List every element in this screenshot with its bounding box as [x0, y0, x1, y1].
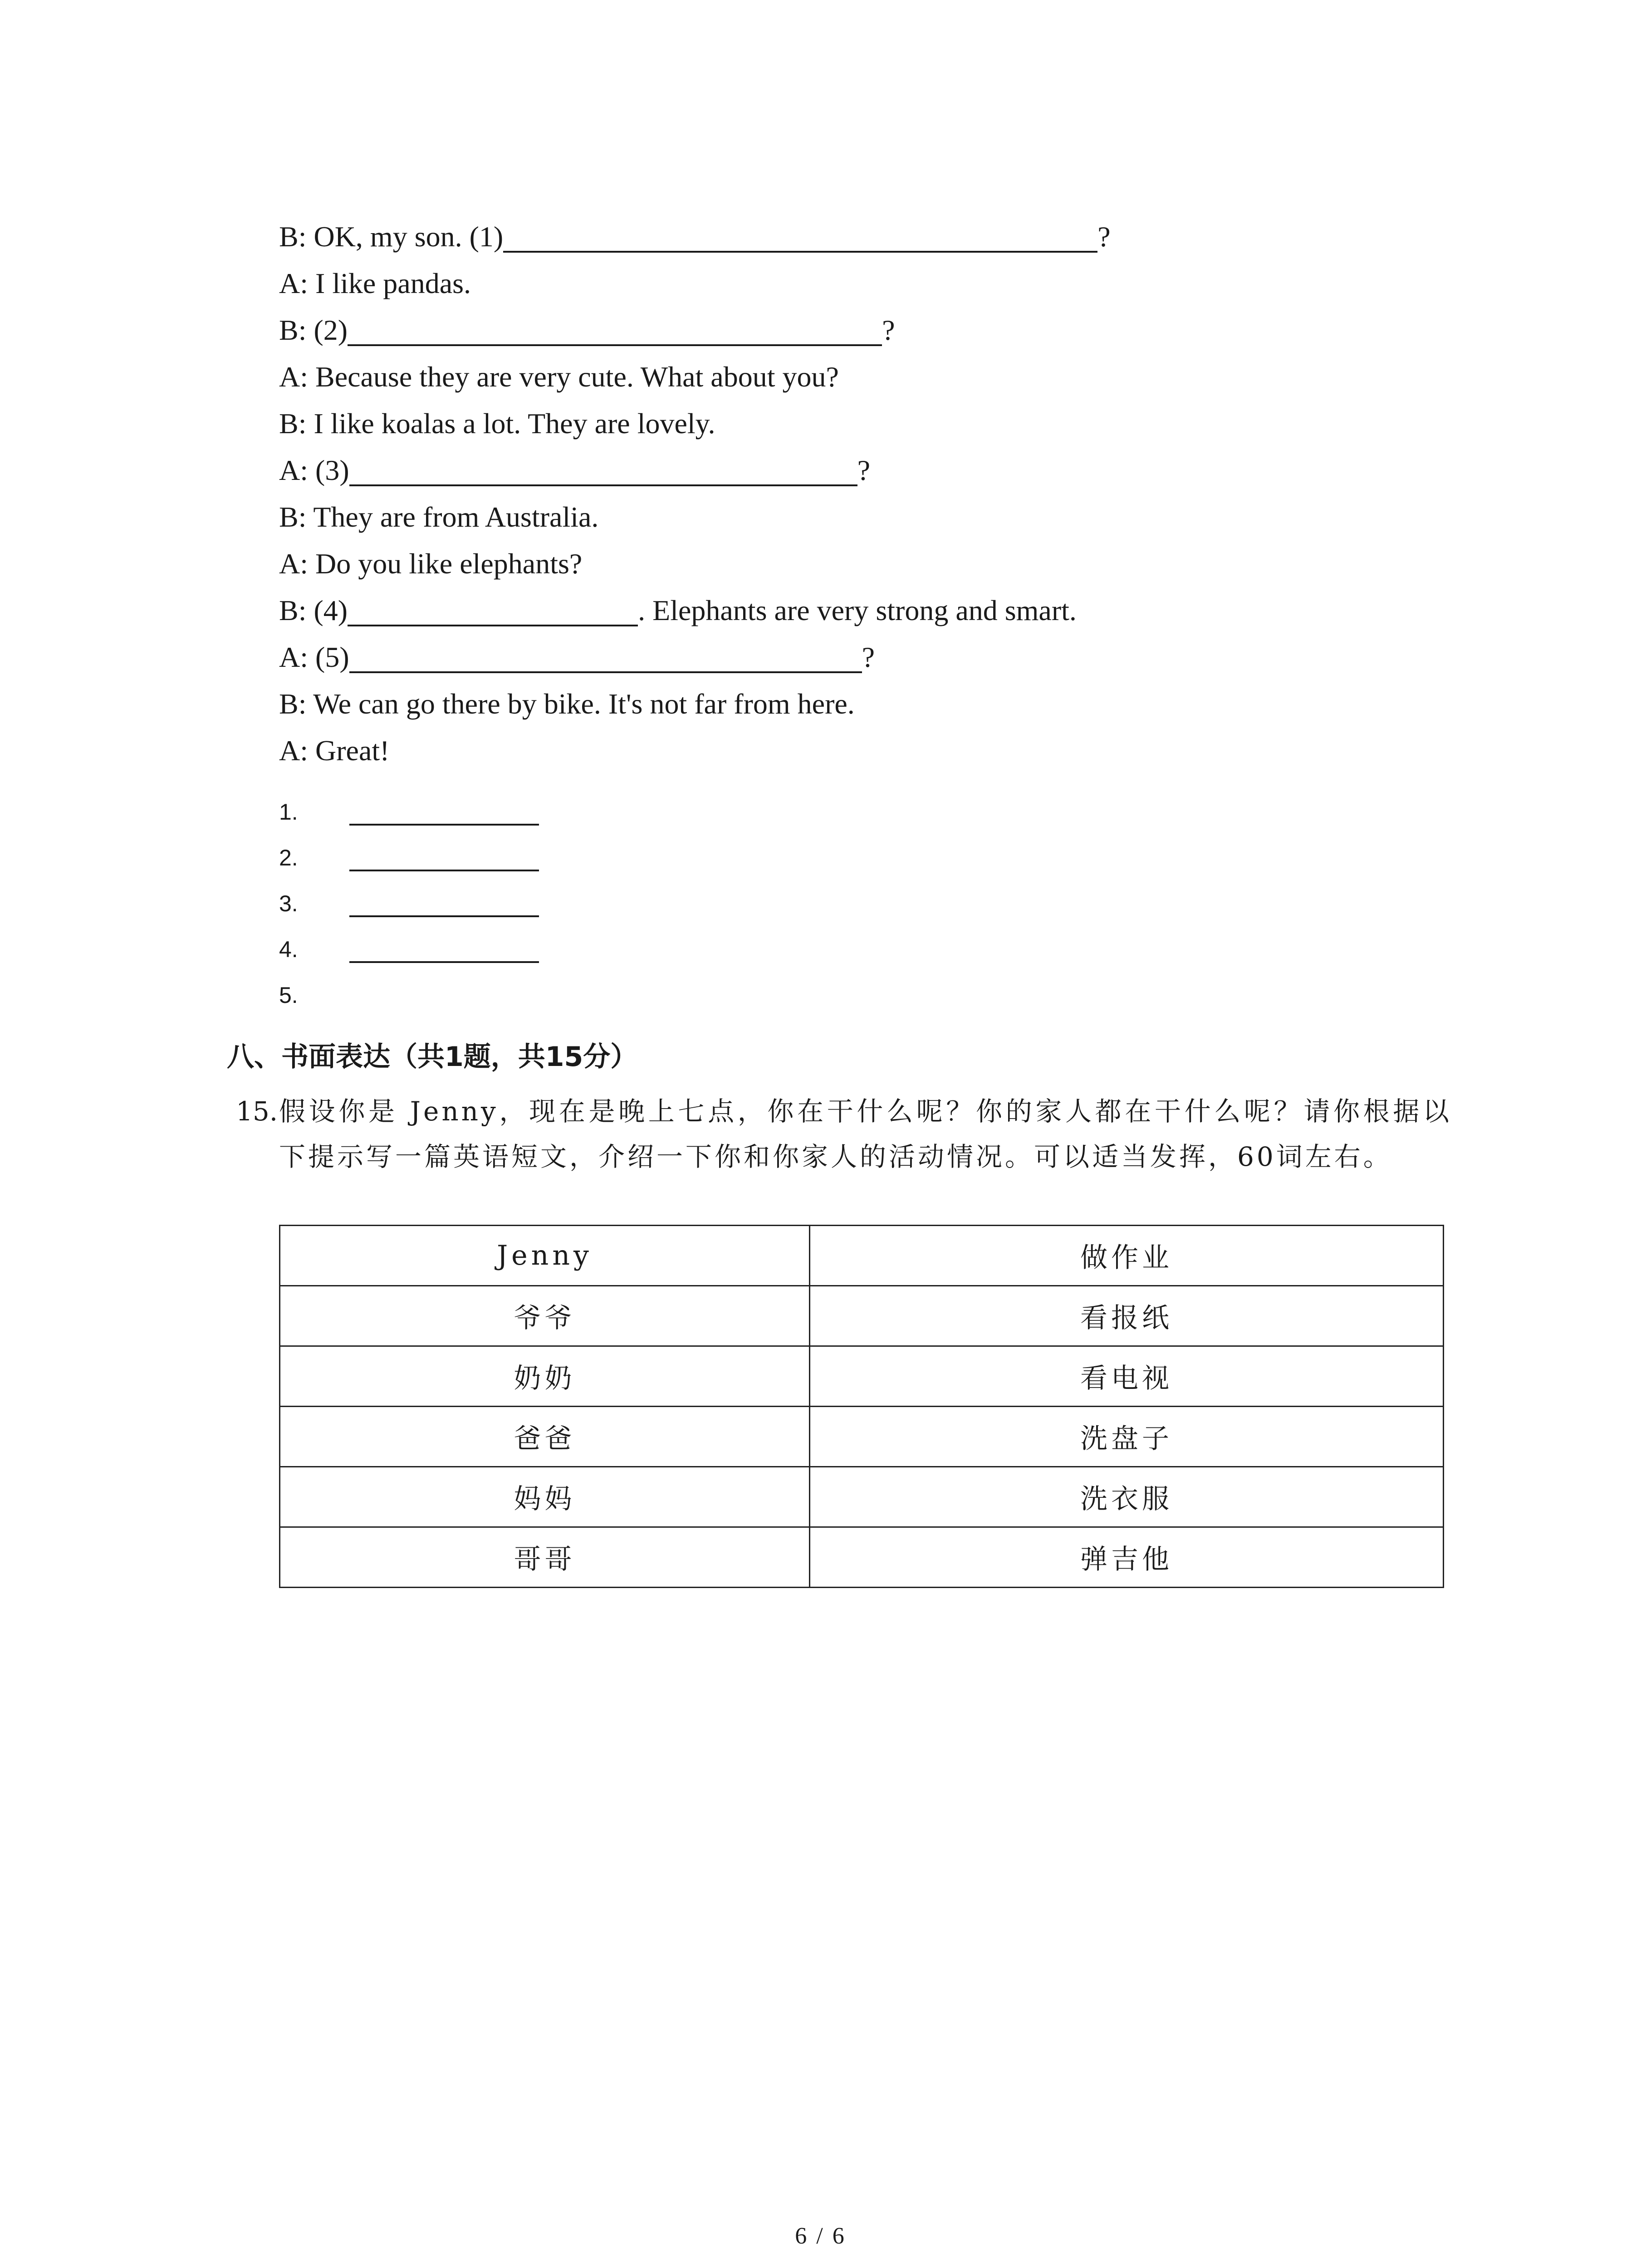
- answer-blank[interactable]: [349, 961, 539, 963]
- answer-blank[interactable]: [348, 593, 638, 626]
- dialogue-line: [279, 494, 1111, 540]
- table-cell-activity: 看电视: [810, 1346, 1444, 1407]
- dialogue-line: [279, 307, 1111, 353]
- answer-number: 4.: [279, 937, 298, 962]
- dialogue-line: [279, 447, 1111, 494]
- table-cell-activity: 看报纸: [810, 1286, 1444, 1346]
- dialogue-text: A: (5): [279, 641, 349, 673]
- dialogue-text: B: I like koalas a lot. They are lovely.: [279, 407, 715, 440]
- answer-line: [279, 927, 347, 973]
- dialogue-text: B: They are from Australia.: [279, 501, 599, 533]
- dialogue-line: [279, 540, 1111, 587]
- writing-question: [236, 1089, 1452, 1179]
- table-cell-person: Jenny: [280, 1226, 810, 1286]
- dialogue-text: B: (4): [279, 594, 348, 626]
- answer-blank[interactable]: [348, 313, 882, 346]
- table-row: [280, 1407, 1444, 1467]
- table-cell-person: 爸爸: [280, 1407, 810, 1467]
- dialogue-text: ?: [857, 454, 871, 486]
- dialogue-text: ?: [882, 314, 895, 346]
- answer-number: 5.: [279, 982, 298, 1008]
- answer-blank[interactable]: [349, 915, 539, 917]
- answer-number: 1.: [279, 799, 298, 825]
- dialogue-text: A: Because they are very cute. What about you?: [279, 361, 839, 393]
- dialogue-text: B: We can go there by bike. It's not far from here.: [279, 688, 855, 720]
- dialogue-line: [279, 634, 1111, 680]
- dialogue-text: A: I like pandas.: [279, 267, 471, 299]
- table-row: [280, 1286, 1444, 1346]
- table-row: [280, 1467, 1444, 1527]
- dialogue-line: [279, 680, 1111, 727]
- dialogue-text: A: Do you like elephants?: [279, 547, 583, 580]
- table-cell-person: 哥哥: [280, 1527, 810, 1588]
- table-cell-person: 妈妈: [280, 1467, 810, 1527]
- dialogue-text: ?: [1097, 220, 1111, 253]
- table-cell-activity: 洗盘子: [810, 1407, 1444, 1467]
- dialogue-line: [279, 727, 1111, 774]
- table-row: [280, 1527, 1444, 1588]
- table-cell-activity: 弹吉他: [810, 1527, 1444, 1588]
- answer-blank[interactable]: [349, 453, 857, 486]
- page-number: 6 / 6: [795, 2223, 846, 2249]
- answer-number: 2.: [279, 845, 298, 870]
- answer-line: [279, 789, 347, 835]
- dialogue-text: A: (3): [279, 454, 349, 486]
- answer-line: [279, 881, 347, 927]
- dialogue-line: [279, 587, 1111, 634]
- dialogue-text: A: Great!: [279, 734, 390, 767]
- dialogue: [279, 213, 1111, 774]
- answer-line: [279, 973, 347, 1018]
- dialogue-line: [279, 260, 1111, 307]
- activity-table: [279, 1225, 1444, 1588]
- question-number: 15.: [236, 1096, 278, 1127]
- table-row: [280, 1226, 1444, 1286]
- answer-blank[interactable]: [349, 824, 539, 826]
- answer-lines: [279, 789, 347, 1018]
- answer-number: 3.: [279, 891, 298, 916]
- section-title: 八、书面表达（共1题，共15分）: [227, 1041, 638, 1073]
- dialogue-line: [279, 353, 1111, 400]
- answer-blank[interactable]: [503, 219, 1097, 253]
- table-cell-activity: 做作业: [810, 1226, 1444, 1286]
- table-cell-person: 奶奶: [280, 1346, 810, 1407]
- table-cell-activity: 洗衣服: [810, 1467, 1444, 1527]
- table-cell-person: 爷爷: [280, 1286, 810, 1346]
- dialogue-line: [279, 213, 1111, 260]
- dialogue-text: B: OK, my son. (1): [279, 220, 504, 253]
- answer-blank[interactable]: [349, 640, 862, 673]
- answer-blank[interactable]: [349, 870, 539, 871]
- answer-line: [279, 835, 347, 881]
- question-text: 假设你是 Jenny，现在是晚上七点，你在干什么呢？你的家人都在干什么呢？请你根据以下提示写一篇英语短文，介绍一下你和你家人的活动情况。可以适当发挥，60词左右。: [279, 1096, 1452, 1172]
- dialogue-line: [279, 400, 1111, 447]
- dialogue-text: B: (2): [279, 314, 348, 346]
- table-row: [280, 1346, 1444, 1407]
- dialogue-text: ?: [862, 641, 875, 673]
- dialogue-text: . Elephants are very strong and smart.: [638, 594, 1077, 626]
